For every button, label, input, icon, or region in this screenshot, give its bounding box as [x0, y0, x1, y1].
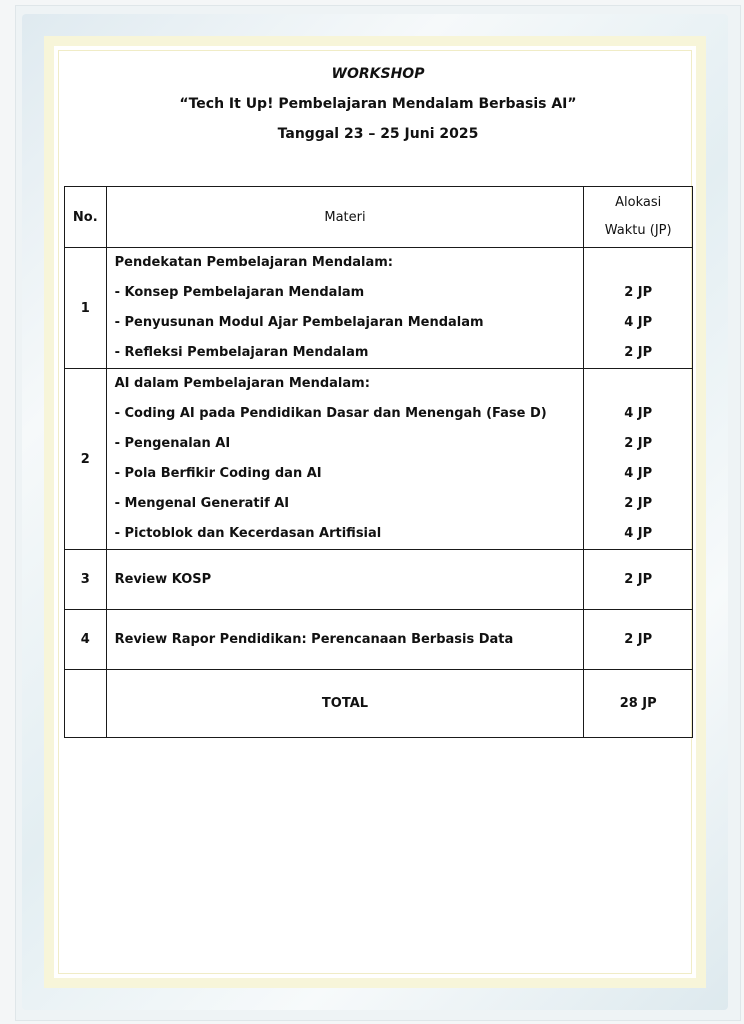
alokasi-line1: Alokasi	[615, 195, 662, 210]
column-header-no: No.	[65, 187, 107, 248]
table-row	[65, 369, 693, 550]
event-title: “Tech It Up! Pembelajaran Mendalam Berbasis AI”	[179, 96, 577, 112]
jp-value: 2 JP	[624, 496, 653, 511]
table-row	[65, 550, 693, 610]
jp-value: 4 JP	[624, 526, 653, 541]
list-item: - Konsep Pembelajaran Mendalam	[114, 285, 365, 300]
row-alokasi	[584, 248, 693, 369]
jp-value: 4 JP	[624, 315, 653, 330]
total-value: 28 JP	[584, 670, 693, 738]
document-header	[64, 64, 692, 144]
list-item: - Pictoblok dan Kecerdasan Artifisial	[114, 526, 382, 541]
total-row	[65, 670, 693, 738]
list-item: - Penyusunan Modul Ajar Pembelajaran Mendalam	[114, 315, 484, 330]
row-number: 2	[65, 369, 107, 550]
jp-value: 2 JP	[584, 610, 693, 670]
alokasi-line2: Waktu (JP)	[604, 223, 672, 238]
list-item: - Pengenalan AI	[114, 436, 231, 451]
event-type: WORKSHOP	[331, 66, 425, 82]
row-number: 3	[65, 550, 107, 610]
table-row	[65, 248, 693, 369]
row-number: 1	[65, 248, 107, 369]
jp-value: 4 JP	[624, 406, 653, 421]
jp-value: 2 JP	[624, 436, 653, 451]
schedule-table	[64, 186, 693, 738]
list-item: - Coding AI pada Pendidikan Dasar dan Menengah (Fase D)	[114, 406, 547, 421]
row-number: 4	[65, 610, 107, 670]
section-heading: Pendekatan Pembelajaran Mendalam:	[114, 255, 393, 270]
row-materi: Review Rapor Pendidikan: Perencanaan Berbasis Data	[106, 610, 584, 670]
jp-value: 4 JP	[624, 466, 653, 481]
row-materi	[106, 369, 584, 550]
list-item: - Refleksi Pembelajaran Mendalam	[114, 345, 369, 360]
jp-value: 2 JP	[624, 285, 653, 300]
list-item: - Pola Berfikir Coding dan AI	[114, 466, 322, 481]
row-materi: Review KOSP	[106, 550, 584, 610]
table-header-row	[65, 187, 693, 248]
row-alokasi	[584, 369, 693, 550]
event-date: Tanggal 23 – 25 Juni 2025	[277, 126, 479, 142]
list-item: - Mengenal Generatif AI	[114, 496, 290, 511]
total-label: TOTAL	[106, 670, 584, 738]
jp-value: 2 JP	[624, 345, 653, 360]
section-heading: AI dalam Pembelajaran Mendalam:	[114, 376, 370, 391]
table-row	[65, 610, 693, 670]
total-blank	[65, 670, 107, 738]
row-materi	[106, 248, 584, 369]
column-header-alokasi	[584, 187, 693, 248]
column-header-materi: Materi	[106, 187, 584, 248]
jp-value: 2 JP	[584, 550, 693, 610]
